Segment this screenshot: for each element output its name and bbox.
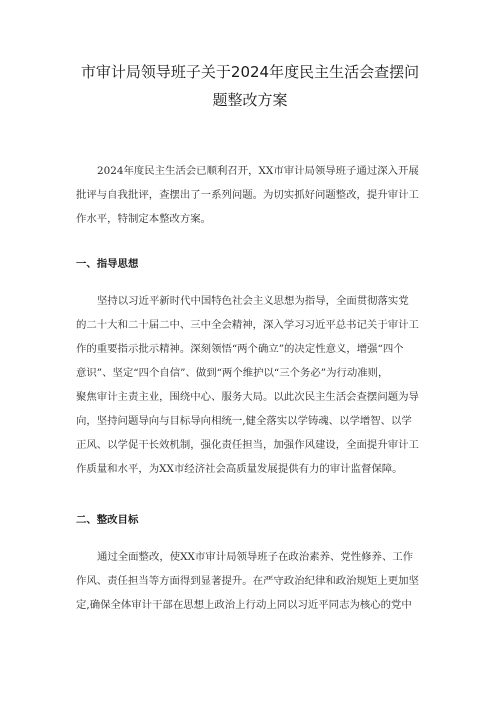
paragraph-line: 的二十大和二十届二中、三中全会精神，深入学习习近平总书记关于审计工: [76, 319, 419, 331]
intro-line: 批评与自我批评，查摆出了一系列问题。为切实抓好问题整改，提升审计工: [76, 189, 419, 201]
paragraph-line: 正风、以学促干长效机制，强化责任担当，加强作风建设，全面提升审计工: [76, 439, 419, 451]
paragraph-line: 通过全面整改，使XX市审计局领导班子在政治素养、党性修养、工作: [97, 551, 414, 563]
paragraph-line: 聚焦审计主责主业，围绕中心、服务大局。以此次民主生活会查摆问题为导: [76, 391, 419, 403]
paragraph-line: 作风、责任担当等方面得到显著提升。在严守政治纪律和政治规矩上更加坚: [76, 575, 419, 587]
document-title-line-2: 题整改方案: [212, 91, 288, 109]
paragraph-line: 坚持以习近平新时代中国特色社会主义思想为指导，全面贯彻落实党: [97, 295, 409, 307]
intro-line: 作水平，特制定本整改方案。: [76, 213, 212, 225]
paragraph-line: 作的重要指示批示精神。深刻领悟“两个确立”的决定性意义，增强“四个: [76, 343, 404, 355]
section-heading-rectification-goals: 二、整改目标: [76, 514, 139, 526]
paragraph-line: 意识”、坚定“四个自信”、做到“两个维护以“三个务必”为行动准则，: [76, 367, 389, 379]
section-heading-guiding-ideology: 一、指导思想: [76, 258, 139, 270]
paragraph-line: 作质量和水平，为XX市经济社会高质量发展提供有力的审计监督保障。: [76, 463, 403, 475]
document-title-line-1: 市审计局领导班子关于2024年度民主生活会查摆问: [80, 63, 420, 81]
intro-line: 2024年度民主生活会已顺利召开，XX市审计局领导班子通过深入开展: [97, 165, 419, 177]
paragraph-line: 定,确保全体审计干部在思想上政治上行动上同以习近平同志为核心的党中: [76, 599, 412, 611]
paragraph-line: 向，坚持问题导向与目标导向相统一,健全落实以学铸魂、以学增智、以学: [76, 415, 412, 427]
